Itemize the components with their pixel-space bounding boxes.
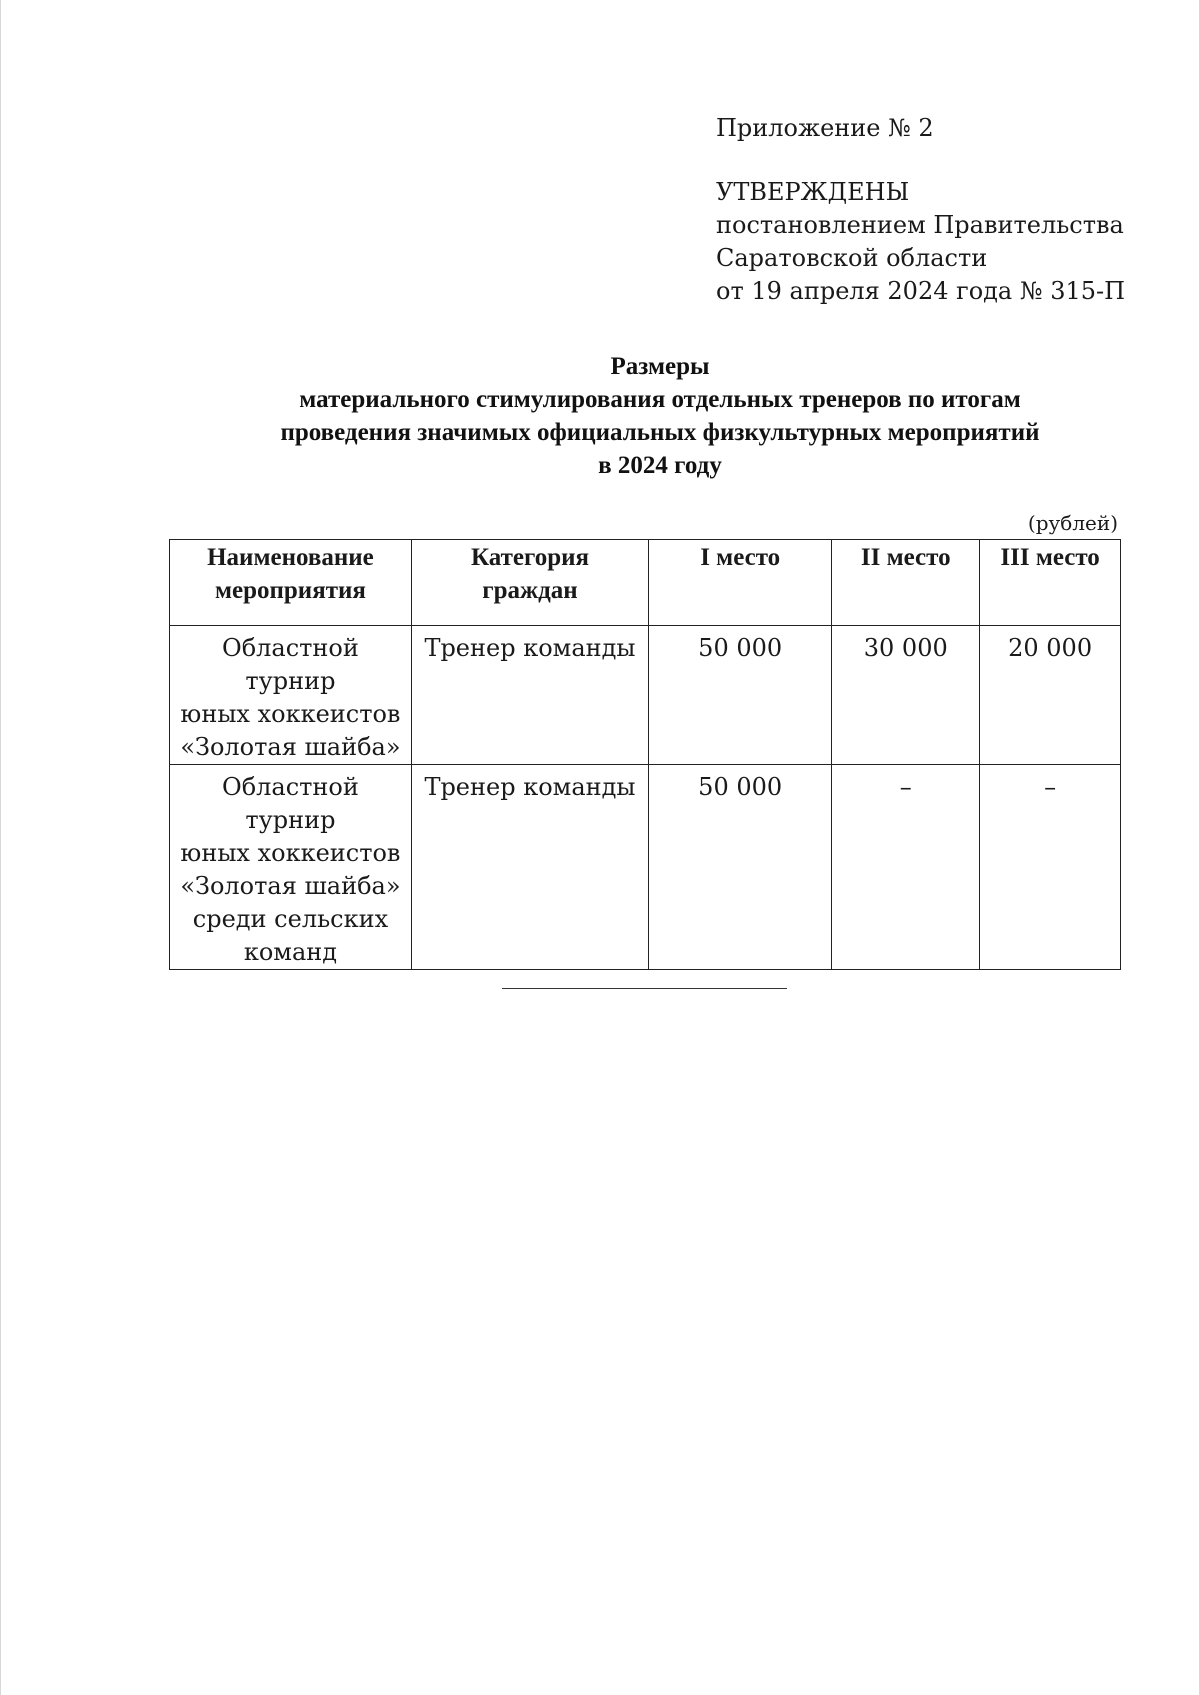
table-header-row <box>170 540 1121 626</box>
event-name-line: Областной турнир <box>222 773 359 834</box>
table-row <box>170 765 1121 970</box>
title-line-3: проведения значимых официальных физкультурных мероприятий <box>280 419 1040 446</box>
row-second-place-amount: – <box>832 765 980 970</box>
approval-block <box>716 112 1125 308</box>
event-name-line: среди сельских <box>192 905 389 933</box>
row-third-place-amount: 20 000 <box>980 626 1121 765</box>
approval-line-2: Саратовской области <box>716 244 988 272</box>
document-end-line <box>502 988 787 989</box>
row-first-place-amount: 50 000 <box>649 626 832 765</box>
approval-line-3: от 19 апреля 2024 года № 315-П <box>716 277 1126 305</box>
row-category: Тренер команды <box>411 765 648 970</box>
header-category-line-1: Категория <box>470 544 590 571</box>
unit-note: (рублей) <box>1027 511 1118 535</box>
annex-label: Приложение № 2 <box>716 114 934 142</box>
header-category <box>411 540 648 626</box>
title-line-4: в 2024 году <box>598 452 722 479</box>
row-first-place-amount: 50 000 <box>649 765 832 970</box>
event-name-line: «Золотая шайба» <box>180 872 401 900</box>
row-event-name <box>170 626 412 765</box>
row-category: Тренер команды <box>411 626 648 765</box>
title-line-1: Размеры <box>610 353 710 380</box>
approval-line-1: постановлением Правительства <box>716 211 1124 239</box>
rewards-table <box>169 539 1121 970</box>
header-event-line-1: Наименование <box>207 544 374 571</box>
header-event-name <box>170 540 412 626</box>
header-third-place: III место <box>980 540 1121 626</box>
header-category-line-2: граждан <box>482 577 578 604</box>
event-name-line: «Золотая шайба» <box>180 733 401 761</box>
page-left-edge <box>0 0 1 1695</box>
row-event-name <box>170 765 412 970</box>
header-second-place: II место <box>832 540 980 626</box>
table-row <box>170 626 1121 765</box>
document-title <box>160 350 1160 482</box>
row-third-place-amount: – <box>980 765 1121 970</box>
event-name-line: юных хоккеистов <box>180 839 401 867</box>
header-first-place: I место <box>649 540 832 626</box>
event-name-line: Областной турнир <box>222 634 359 695</box>
title-line-2: материального стимулирования отдельных тренеров по итогам <box>299 386 1021 413</box>
event-name-line: юных хоккеистов <box>180 700 401 728</box>
header-event-line-2: мероприятия <box>214 577 366 604</box>
approved-label: УТВЕРЖДЕНЫ <box>716 178 910 206</box>
event-name-line: команд <box>243 938 338 966</box>
row-second-place-amount: 30 000 <box>832 626 980 765</box>
